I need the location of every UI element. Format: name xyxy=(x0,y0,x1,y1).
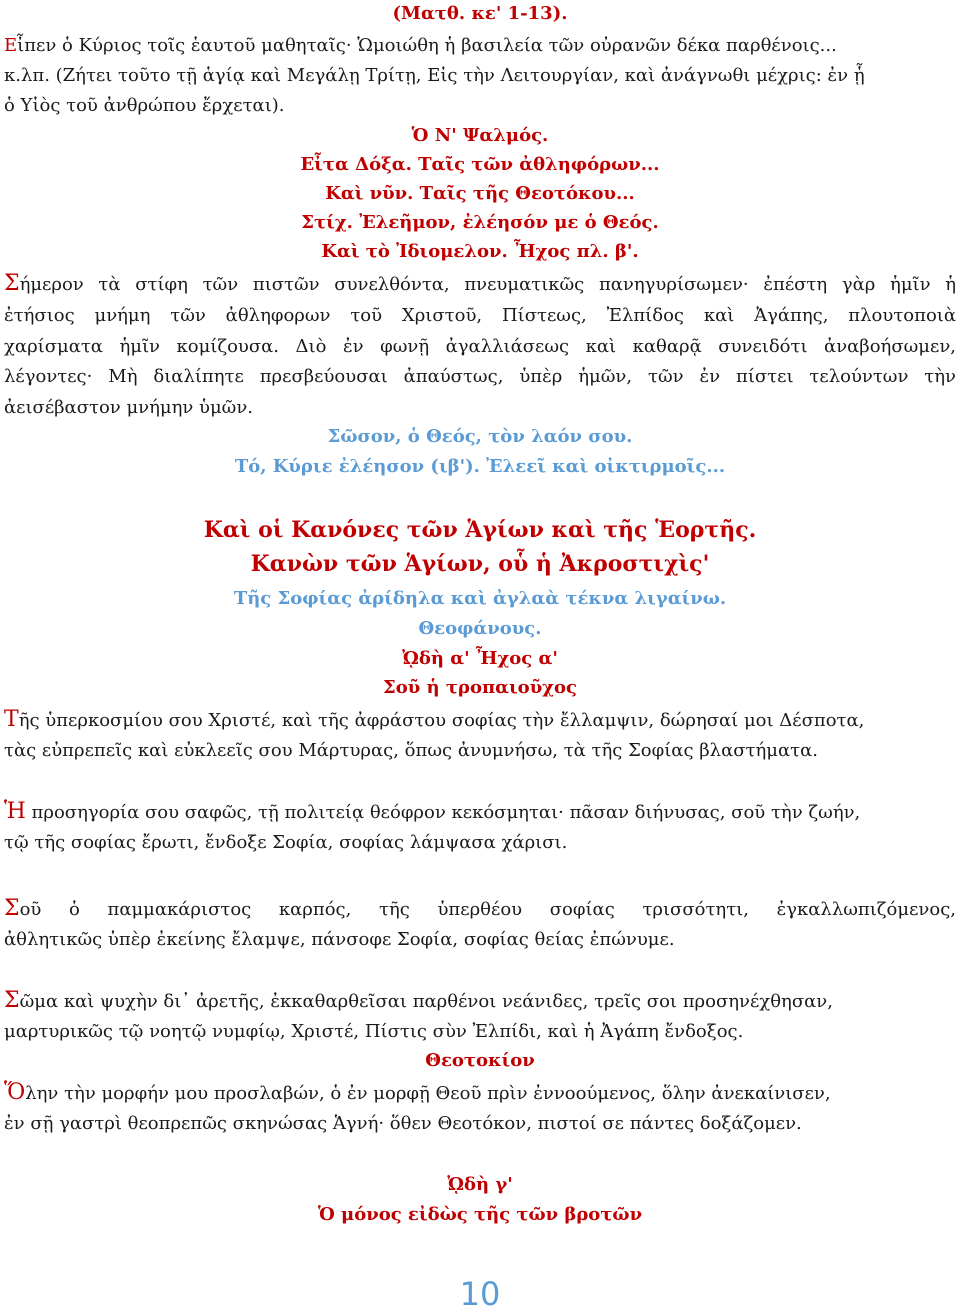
drop-initial: Σ xyxy=(4,271,20,296)
rubric-lord-have-mercy: Τό, Κύριε ἐλέησον (ιβ'). Ἐλεεῖ καὶ οἰκτιρμοῖς... xyxy=(234,456,726,477)
acrostic: Τῆς Σοφίας ἀρίδηλα καὶ ἀγλαὰ τέκνα λιγαίνω. xyxy=(233,588,727,609)
ode-label: ᾨδὴ α' Ἦχος α' xyxy=(402,648,558,669)
rubric-save: Σῶσον, ὁ Θεός, τὸν λαόν σου. xyxy=(327,426,633,447)
drop-initial: Ἡ xyxy=(4,799,26,824)
ode3-label: ᾨδὴ γ' xyxy=(447,1174,513,1195)
text-span: ῆς ὑπερκοσμίου σου Χριστέ, καὶ τῆς ἀφράστου σοφίας τὴν ἔλλαμψιν, δώρησαί μοι Δέσποτα, xyxy=(18,710,865,731)
rubric-verse: Στίχ. Ἐλεῆμον, ἐλέησόν με ὁ Θεός. xyxy=(301,212,659,233)
idiomelon-line: χαρίσματα ἡμῖν κομίζουσα. Διὸ ἐν φωνῇ ἀγαλλιάσεως καὶ καθαρᾷ συνειδότι ἀναβοήσωμεν, xyxy=(4,336,956,357)
gospel-line xyxy=(4,34,837,58)
drop-initial: Σ xyxy=(4,988,20,1013)
theotokion-line: ἐν σῇ γαστρὶ θεοπρεπῶς σκηνώσας Ἁγνή· ὅθεν Θεοτόκον, πιστοί σε πάντες δοξάζομεν. xyxy=(4,1113,802,1134)
rubric-psalm: Ὁ Ν' Ψαλμός. xyxy=(411,125,549,146)
troparion-line xyxy=(4,989,833,1014)
troparion-line: τῷ τῆς σοφίας ἔρωτι, ἔνδοξε Σοφία, σοφίας λάμψασα χάρισι. xyxy=(4,832,568,853)
theotokion-label: Θεοτοκίον xyxy=(425,1050,535,1071)
rubric-now: Καὶ νῦν. Ταῖς τῆς Θεοτόκου... xyxy=(325,183,635,204)
idiomelon-line: ἀεισέβαστον μνήμην ὑμῶν. xyxy=(4,397,254,418)
idiomelon-line xyxy=(4,272,956,297)
page-number: 10 xyxy=(459,1275,501,1313)
reading-reference: (Ματθ. κε' 1-13). xyxy=(392,3,568,24)
heirmos: Σοῦ ἡ τροπαιοῦχος xyxy=(383,677,577,698)
drop-initial: Ε xyxy=(4,35,18,56)
troparion-line: ἀθλητικῶς ὑπὲρ ἐκείνης ἔλαμψε, πάνσοφε Σοφία, σοφίας θείας ἐπώνυμε. xyxy=(4,929,675,950)
idiomelon-line: ἐτήσιος μνήμη τῶν ἀθληφορων τοῦ Χριστοῦ, Πίστεως, Ἐλπίδος καὶ Ἀγάπης, πλουτοποιὰ xyxy=(4,305,956,326)
text-span: προσηγορία σου σαφῶς, τῇ πολιτείᾳ θεόφρον κεκόσμηται· πᾶσαν διήνυσας, σοῦ τὴν ζωήν, xyxy=(25,802,861,823)
rubric-idiomelon: Καὶ τὸ Ἰδιομελον. Ἦχος πλ. β'. xyxy=(321,241,639,262)
troparion-line xyxy=(4,800,860,825)
troparion-line xyxy=(4,708,864,733)
canon-title: Κανὼν τῶν Ἁγίων, οὗ ἡ Ἀκροστιχὶς' xyxy=(250,551,710,577)
rubric-glory: Εἶτα Δόξα. Ταῖς τῶν ἀθληφόρων... xyxy=(300,154,660,175)
ode3-heirmos: Ὁ μόνος εἰδὼς τῆς τῶν βροτῶν xyxy=(317,1204,643,1225)
canons-heading: Καὶ οἱ Κανόνες τῶν Ἁγίων καὶ τῆς Ἑορτῆς. xyxy=(203,517,757,543)
drop-initial: Ὅ xyxy=(4,1080,26,1105)
gospel-line: ὁ Υἱὸς τοῦ ἀνθρώπου ἔρχεται). xyxy=(4,95,285,116)
drop-initial: Σ xyxy=(4,896,20,921)
gospel-line: κ.λπ. (Ζήτει τοῦτο τῇ ἁγίᾳ καὶ Μεγάλῃ Τρίτῃ, Εἰς τὴν Λειτουργίαν, καὶ ἀνάγνωθι μέχρις: ἐν ᾗ xyxy=(4,65,865,86)
text-span: ήμερον τὰ στίφη τῶν πιστῶν συνελθόντα, πνευματικῶς πανηγυρίσωμεν· ἐπέστη γὰρ ἡμῖν ἡ xyxy=(19,274,956,295)
text-span: ἶπεν ὁ Κύριος τοῖς ἑαυτοῦ μαθηταῖς· Ὡμοιώθη ἡ βασιλεία τῶν οὐρανῶν δέκα παρθένοις... xyxy=(17,35,837,56)
text-span: οῦ ὁ παμμακάριστος καρπός, τῆς ὑπερθέου σοφίας τρισσότητι, ἐγκαλλωπιζόμενος, xyxy=(19,899,956,920)
troparion-line xyxy=(4,897,956,922)
troparion-line: μαρτυρικῶς τῷ νοητῷ νυμφίῳ, Χριστέ, Πίστις σὺν Ἐλπίδι, καὶ ἡ Ἀγάπη ἔνδοξος. xyxy=(4,1021,744,1042)
canon-author: Θεοφάνους. xyxy=(418,618,542,639)
troparion-line: τὰς εὐπρεπεῖς καὶ εὐκλεεῖς σου Μάρτυρας, ὅπως ἀνυμνήσω, τὰ τῆς Σοφίας βλαστήματα. xyxy=(4,740,818,761)
text-span: λην τὴν μορφήν μου προσλαβών, ὁ ἐν μορφῇ Θεοῦ πρὶν ἐννοούμενος, ὅλην ἀνεκαίνισεν, xyxy=(25,1083,831,1104)
text-span: ῶμα καὶ ψυχὴν δι᾽ ἀρετῆς, ἐκκαθαρθεῖσαι παρθένοι νεάνιδες, τρεῖς σοι προσηνέχθησαν, xyxy=(19,991,833,1012)
drop-initial: Τ xyxy=(4,707,19,732)
theotokion-line xyxy=(4,1081,831,1106)
idiomelon-line: λέγοντες· Μὴ διαλίπητε πρεσβεύουσαι ἀπαύστως, ὑπὲρ ἡμῶν, τῶν ἐν πίστει τελούντων τὴν xyxy=(4,366,956,387)
